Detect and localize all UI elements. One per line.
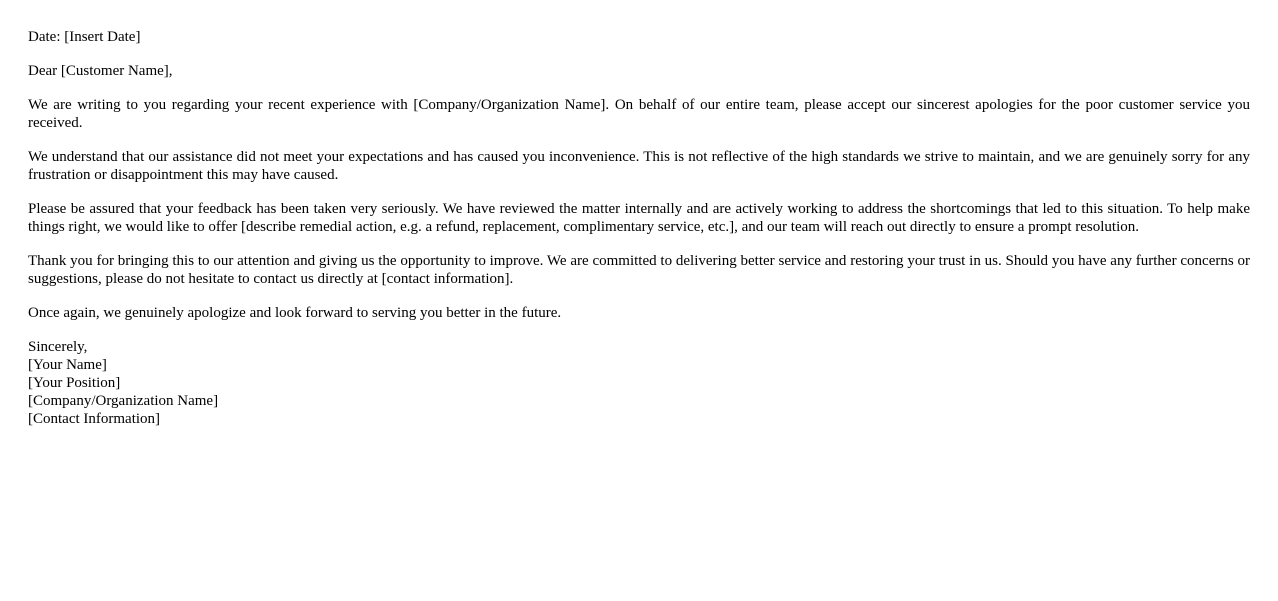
date-line: Date: [Insert Date] (28, 29, 141, 45)
signature-name: [Your Name] (28, 357, 107, 373)
signature-block (28, 338, 1250, 428)
body-paragraph-acknowledgement: We understand that our assistance did not meet your expectations and has caused you inconvenience. This is not reflective of the high standards we strive to maintain, and we are genuinely sorry for any frustration or disappointment this may have caused. (28, 149, 1250, 183)
signature-contact: [Contact Information] (28, 411, 161, 427)
closing-line: Sincerely, (28, 339, 88, 355)
body-paragraph-apology: Once again, we genuinely apologize and look forward to serving you better in the future. (28, 305, 562, 321)
body-paragraph-thanks: Thank you for bringing this to our attention and giving us the opportunity to improve. We are committed to delivering better service and restoring your trust in us. Should you have any further concerns or suggestions, please do not hesitate to contact us directly at [contact information]. (28, 253, 1250, 287)
salutation: Dear [Customer Name], (28, 63, 173, 79)
letter-document (28, 28, 1250, 428)
body-paragraph-remedy: Please be assured that your feedback has been taken very seriously. We have reviewed the matter internally and are actively working to address the shortcomings that led to this situation. To help make things right, we would like to offer [describe remedial action, e.g. a refund, replacement, complimentary service, etc.], and our team will reach out directly to ensure a prompt resolution. (28, 201, 1250, 235)
body-paragraph-intro: We are writing to you regarding your recent experience with [Company/Organization Name]. On behalf of our entire team, please accept our sincerest apologies for the poor customer service you received. (28, 97, 1250, 131)
signature-position: [Your Position] (28, 375, 121, 391)
signature-company: [Company/Organization Name] (28, 393, 219, 409)
